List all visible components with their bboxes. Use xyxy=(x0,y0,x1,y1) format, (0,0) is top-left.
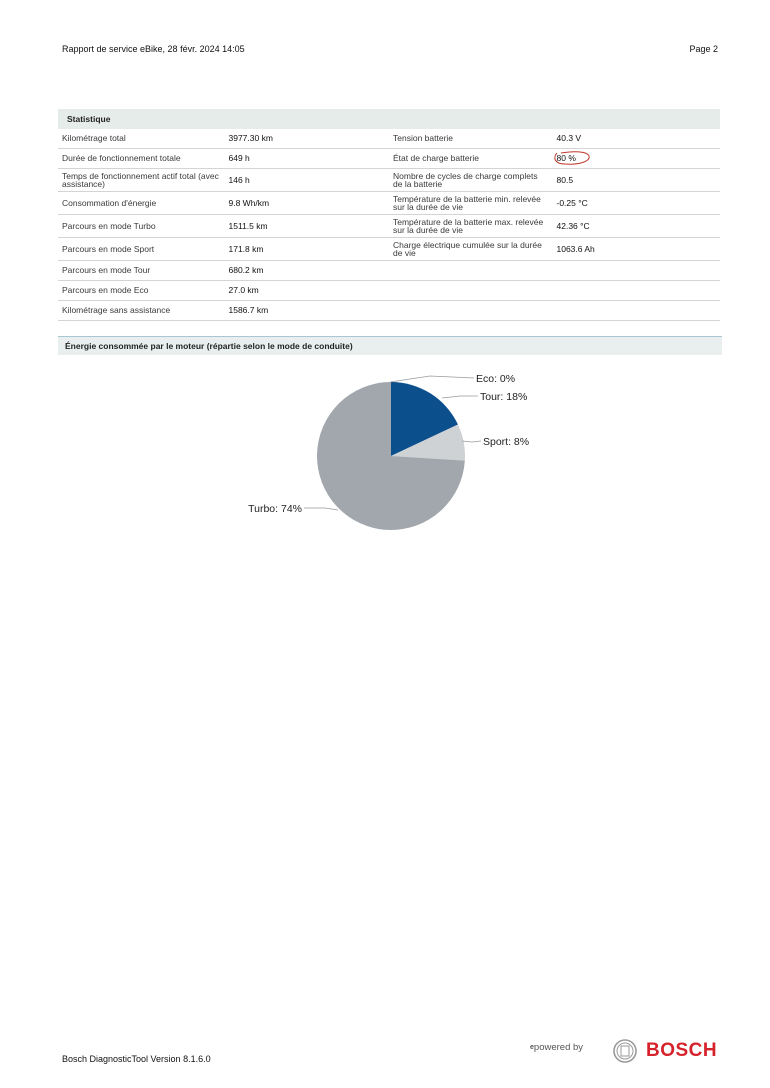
hand-drawn-circle-annotation xyxy=(551,149,595,167)
circled-value xyxy=(557,154,576,163)
stat-value: 1586.7 km xyxy=(228,305,269,316)
stat-value: 42.36 °C xyxy=(556,220,590,231)
table-row xyxy=(58,215,720,238)
stat-value: 1063.6 Ah xyxy=(556,243,595,254)
table-row xyxy=(58,238,720,261)
stat-value-text: 80 % xyxy=(556,153,576,164)
pie-leader-tour xyxy=(442,396,478,398)
stat-label: Température de la batterie min. relevée sur la durée de vie xyxy=(393,193,541,212)
table-row xyxy=(58,281,720,301)
stat-value: 680.2 km xyxy=(228,265,264,276)
report-title: Rapport de service eBike, 28 févr. 2024 14:05 xyxy=(62,44,245,54)
page-header xyxy=(62,44,718,58)
tool-version: Bosch DiagnosticTool Version 8.1.6.0 xyxy=(62,1054,211,1064)
stat-value: 1511.5 km xyxy=(228,220,268,231)
stat-label: Consommation d'énergie xyxy=(62,197,157,208)
stat-label: État de charge batterie xyxy=(393,153,480,164)
stat-label: Durée de fonctionnement totale xyxy=(62,153,181,164)
stat-value: -0.25 °C xyxy=(556,197,588,208)
statistics-table xyxy=(58,109,720,321)
stat-value: 80.5 xyxy=(556,174,574,185)
stat-label: Parcours en mode Sport xyxy=(62,243,155,254)
pie-leader-sport xyxy=(462,441,481,442)
table-row xyxy=(58,149,720,169)
table-row xyxy=(58,129,720,149)
table-row xyxy=(58,192,720,215)
stat-label: Kilométrage total xyxy=(62,133,126,144)
stat-value: 3977.30 km xyxy=(228,133,273,144)
stat-label: Parcours en mode Tour xyxy=(62,265,151,276)
pie-label-tour: Tour: 18% xyxy=(480,391,528,403)
pie-svg xyxy=(230,360,550,540)
statistics-heading: Statistique xyxy=(58,109,720,129)
table-row xyxy=(58,301,720,321)
stat-value: 649 h xyxy=(228,153,250,164)
page-number: Page 2 xyxy=(689,44,718,54)
stat-value: 40.3 V xyxy=(556,133,582,144)
stat-label: Température de la batterie max. relevée sur la durée de vie xyxy=(393,216,544,235)
stat-value xyxy=(553,154,721,163)
pie-label-turbo: Turbo: 74% xyxy=(248,503,302,515)
pie-label-eco: Eco: 0% xyxy=(476,373,516,385)
energy-pie-chart xyxy=(230,360,550,540)
stat-label: Parcours en mode Eco xyxy=(62,285,149,296)
stat-label: Parcours en mode Turbo xyxy=(62,220,156,231)
pie-label-sport: Sport: 8% xyxy=(483,436,530,448)
pie-leader-eco xyxy=(390,376,474,382)
stat-label: Kilométrage sans assistance xyxy=(62,305,171,316)
stat-value: 9.8 Wh/km xyxy=(228,197,270,208)
stat-value: 146 h xyxy=(228,174,250,185)
stat-label: Temps de fonctionnement actif total (avec assistance) xyxy=(62,170,219,189)
table-row xyxy=(58,261,720,281)
powered-by-text: epowered by xyxy=(530,1042,584,1053)
stat-label: Nombre de cycles de charge complets de la batterie xyxy=(393,170,538,189)
stat-value: 171.8 km xyxy=(228,243,264,254)
statistics-rows xyxy=(58,129,720,321)
pie-leader-turbo xyxy=(304,508,338,510)
table-row xyxy=(58,169,720,192)
bosch-wordmark: BOSCH xyxy=(646,1040,718,1061)
energy-heading: Énergie consommée par le moteur (répartie selon le mode de conduite) xyxy=(58,336,722,355)
stat-label: Tension batterie xyxy=(393,133,454,144)
stat-value: 27.0 km xyxy=(228,285,259,296)
stat-label: Charge électrique cumulée sur la durée de vie xyxy=(393,239,542,258)
